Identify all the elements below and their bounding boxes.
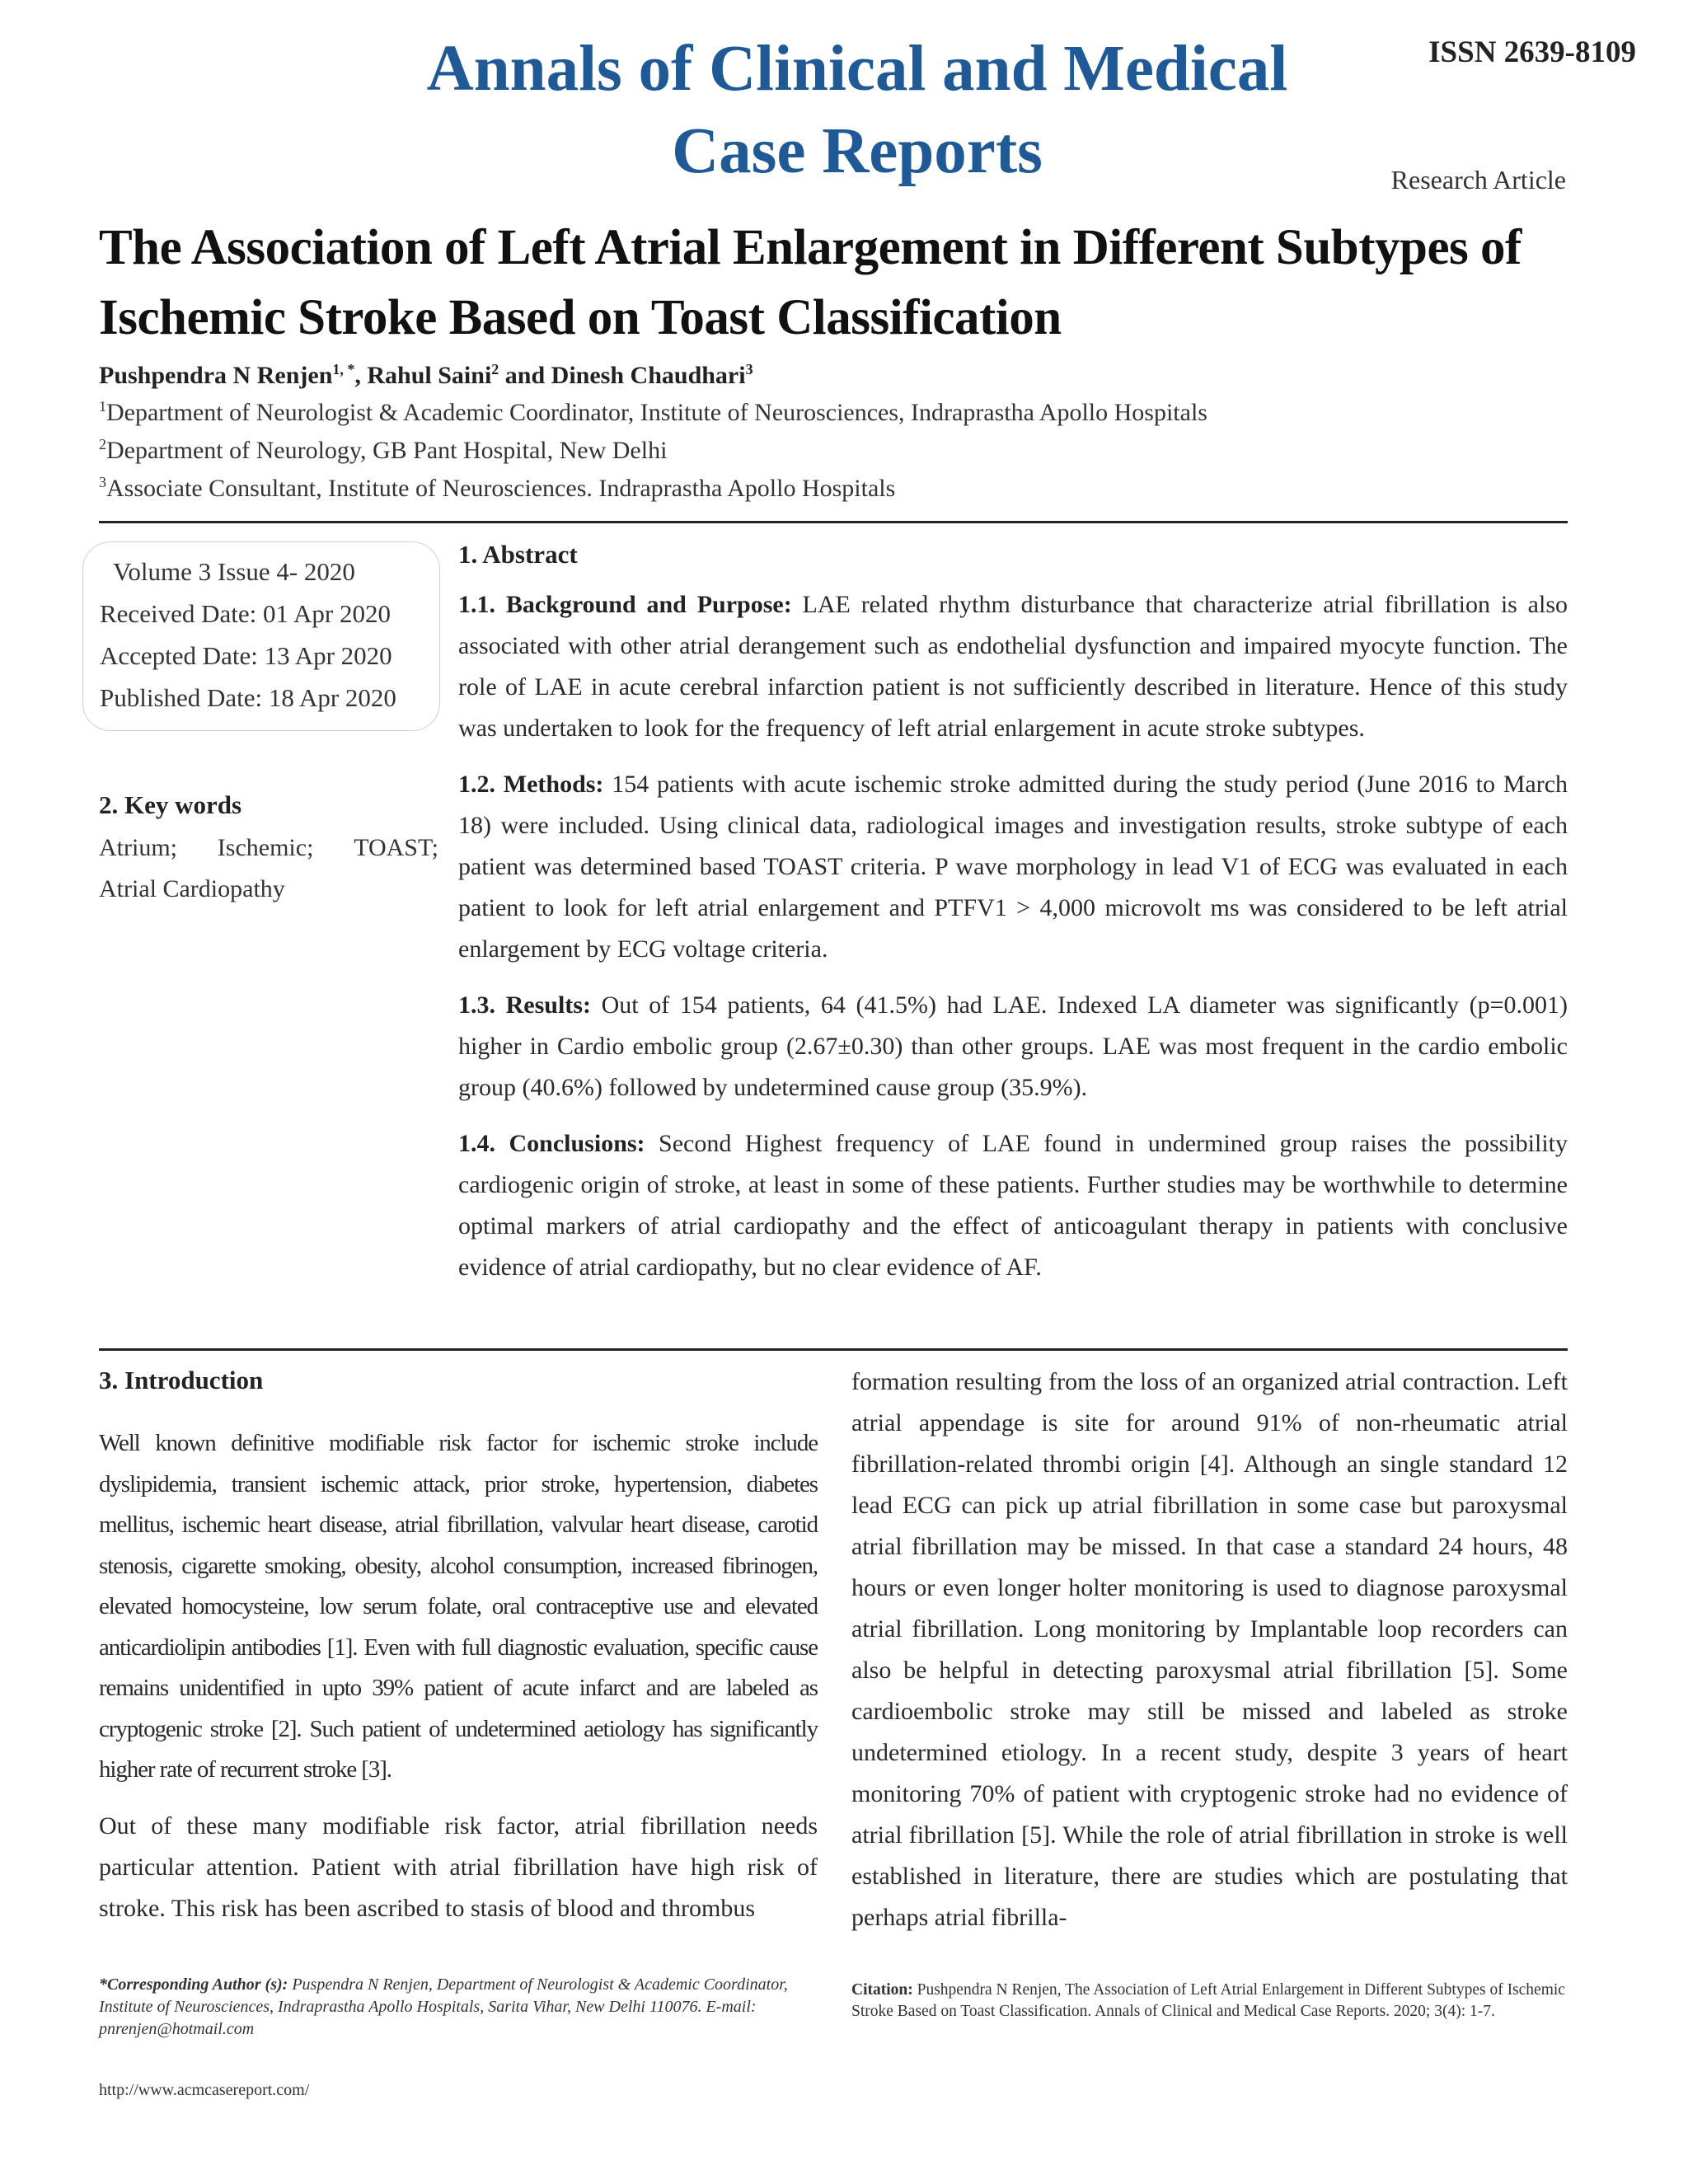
keywords-line-1 <box>99 827 438 869</box>
article-type: Research Article <box>1390 165 1566 194</box>
abstract-background <box>458 584 1568 749</box>
keyword: TOAST; <box>354 834 438 861</box>
author-affiliation-mark: 3 <box>745 361 753 377</box>
abstract-methods-lead: 1.2. Methods: <box>458 771 604 798</box>
corresponding-author-text: Puspendra N Renjen, Department of Neurologist & Academic Coordinator, Institute of Neurosciences, Indraprastha Apollo Hospitals, Sarita Vihar, New Delhi 110076. E-mail: pnrenjen@hotmail.com <box>99 1975 788 2038</box>
introduction-column-1 <box>99 1423 818 1944</box>
author-separator: and <box>499 362 551 389</box>
abstract-background-text: LAE related rhythm disturbance that characterize atrial fibrillation is also associated with other atrial derangement such as endothelial dysfunction and impaired myocyte function. The role of LAE in acute cerebral infarction patient is not sufficiently described in literature. Hence of this study was undertaken to look for the frequency of left atrial enlargement in acute stroke subtypes. <box>458 591 1568 742</box>
affiliation-text: Associate Consultant, Institute of Neurosciences. Indraprastha Apollo Hospitals <box>106 475 896 502</box>
author-separator: , <box>354 362 368 389</box>
abstract-methods-text: 154 patients with acute ischemic stroke admitted during the study period (June 2016 to March 18) were included. Using clinical data, radiological images and investigation results, stroke subtype of each patient was determined based TOAST criteria. P wave morphology in lead V1 of ECG was evaluated in each patient to look for left atrial enlargement and PTFV1 > 4,000 microvolt ms was considered to be left atrial enlargement by ECG voltage criteria. <box>458 771 1568 963</box>
corresponding-author-lead: *Corresponding Author (s): <box>99 1975 288 1994</box>
published-date: Published Date: 18 Apr 2020 <box>100 683 396 712</box>
abstract-conclusions-lead: 1.4. Conclusions: <box>458 1130 645 1157</box>
affiliation-number: 3 <box>99 474 106 490</box>
issn: ISSN 2639-8109 <box>1428 35 1636 69</box>
journal-title-line-1: Annals of Clinical and Medical <box>426 33 1288 105</box>
paper-title <box>99 213 1568 353</box>
abstract-results-lead: 1.3. Results: <box>458 991 591 1019</box>
article-info-box <box>82 541 440 731</box>
affiliation-number: 2 <box>99 436 106 452</box>
introduction-column-2 <box>851 1361 1568 1938</box>
affiliation-number: 1 <box>99 398 106 415</box>
abstract-conclusions <box>458 1123 1568 1288</box>
abstract-conclusions-text: Second Highest frequency of LAE found in undermined group raises the possibility cardiogenic origin of stroke, at least in some of these patients. Further studies may be worthwhile to determine optimal markers of atrial cardiopathy and the effect of anticoagulant therapy in patients with conclusive evidence of atrial cardiopathy, but no clear evidence of AF. <box>458 1130 1568 1281</box>
abstract-divider <box>99 1348 1568 1351</box>
abstract-heading: 1. Abstract <box>458 540 578 569</box>
volume-issue: Volume 3 Issue 4- 2020 <box>113 557 355 586</box>
corresponding-author-note <box>99 1974 823 2041</box>
journal-title-line-2: Case Reports <box>672 115 1043 187</box>
introduction-paragraph-3: formation resulting from the loss of an organized atrial contraction. Left atrial appendage is site for around 91% of non-rheumatic atrial fibrillation-related thrombi origin [4]. Although an single standard 12 lead ECG can pick up atrial fibrillation in some case but paroxysmal atrial fibrillation may be missed. In that case a standard 24 hours, 48 hours or even longer holter monitoring is used to diagnose paroxysmal atrial fibrillation. Long monitoring by Implantable loop recorders can also be helpful in detecting paroxysmal atrial fibrillation [5]. Some cardioembolic stroke may still be missed and labeled as stroke undetermined etiology. In a recent study, despite 3 years of heart monitoring 70% of patient with cryptogenic stroke had no evidence of atrial fibrillation [5]. While the role of atrial fibrillation in stroke is well established in literature, there are studies which are postulating that perhaps atrial fibrilla- <box>851 1368 1568 1931</box>
introduction-paragraph-1: Well known definitive modifiable risk factor for ischemic stroke include dyslipidemia, transient ischemic attack, prior stroke, hypertension, diabetes mellitus, ischemic heart disease, atrial fibrillation, valvular heart disease, carotid stenosis, cigarette smoking, obesity, alcohol consumption, increased fibrinogen, elevated homocysteine, low serum folate, oral contraceptive use and elevated anticardiolipin antibodies [1]. Even with full diagnostic evaluation, specific cause remains unidentified in upto 39% patient of acute infarct and are labeled as cryptogenic stroke [2]. Such patient of undetermined aetiology has significantly higher rate of recurrent stroke [3]. <box>99 1430 818 1783</box>
abstract-results <box>458 985 1568 1108</box>
affiliation-2 <box>99 437 667 465</box>
keywords-section <box>99 785 438 910</box>
affiliation-text: Department of Neurologist & Academic Coordinator, Institute of Neurosciences, Indraprastha Apollo Hospitals <box>106 399 1207 426</box>
author-name: Pushpendra N Renjen <box>99 362 333 389</box>
received-date: Received Date: 01 Apr 2020 <box>100 599 391 628</box>
abstract-methods <box>458 764 1568 970</box>
authors <box>99 362 753 390</box>
author-name: Rahul Saini <box>367 362 492 389</box>
author-affiliation-mark: 1, * <box>332 361 355 377</box>
paper-title-line-1: The Association of Left Atrial Enlargement in Different Subtypes of <box>99 220 1522 275</box>
abstract-section <box>458 540 1568 1303</box>
header-divider <box>99 521 1568 523</box>
citation-note <box>851 1980 1577 2022</box>
affiliation-text: Department of Neurology, GB Pant Hospital, New Delhi <box>106 437 668 464</box>
citation-text: Pushpendra N Renjen, The Association of Left Atrial Enlargement in Different Subtypes of Ischemic Stroke Based on Toast Classification. Annals of Clinical and Medical Case Reports. 2020; 3(4): 1-7. <box>851 1981 1565 2020</box>
paper-title-line-2: Ischemic Stroke Based on Toast Classification <box>99 290 1062 345</box>
citation-lead: Citation: <box>851 1981 913 1999</box>
abstract-results-text: Out of 154 patients, 64 (41.5%) had LAE. Indexed LA diameter was significantly (p=0.001) higher in Cardio embolic group (2.67±0.30) than other groups. LAE was most frequent in the cardio embolic group (40.6%) followed by undetermined cause group (35.9%). <box>458 991 1568 1101</box>
introduction-paragraph-2: Out of these many modifiable risk factor, atrial fibrillation needs particular attention. Patient with atrial fibrillation have high risk of stroke. This risk has been ascribed to stasis of blood and thrombus <box>99 1811 818 1922</box>
journal-url-link[interactable]: http://www.acmcasereport.com/ <box>99 2081 310 2099</box>
author-name: Dinesh Chaudhari <box>551 362 746 389</box>
keywords-heading: 2. Key words <box>99 790 242 819</box>
author-affiliation-mark: 2 <box>491 361 499 377</box>
keyword: Atrium; <box>99 834 177 861</box>
keyword: Ischemic; <box>217 834 314 861</box>
affiliation-3 <box>99 475 895 503</box>
abstract-background-lead: 1.1. Background and Purpose: <box>458 591 792 618</box>
affiliation-1 <box>99 399 1207 427</box>
journal-title <box>363 28 1352 193</box>
keyword: Atrial Cardiopathy <box>99 875 285 902</box>
accepted-date: Accepted Date: 13 Apr 2020 <box>100 641 392 670</box>
introduction-heading: 3. Introduction <box>99 1366 264 1394</box>
